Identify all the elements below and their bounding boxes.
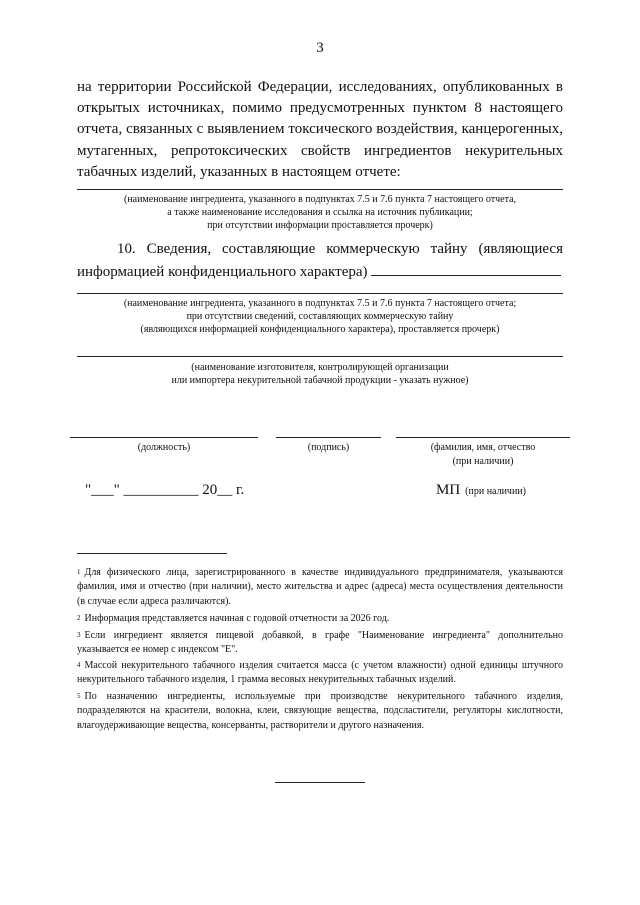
note-1-line-1: (наименование ингредиента, указанного в подпунктах 7.5 и 7.6 пункта 7 настоящего отчета, (123, 194, 517, 205)
section-10-fill-line (371, 261, 561, 276)
note-1 (77, 193, 563, 233)
footnote-2-text: Информация представляется начиная с годовой отчетности за 2026 год. (84, 613, 390, 624)
note-3 (77, 361, 563, 387)
note-2-line-2: при отсутствии сведений, составляющих коммерческую тайну (186, 311, 454, 323)
section-10 (77, 239, 563, 283)
position-line (70, 437, 258, 438)
date-line: "___" __________ 20__ г. (85, 482, 245, 498)
footnote-1-text: Для физического лица, зарегистрированного в качестве индивидуального предпринимателя, указываются фамилия, имя и отчество (при наличии), место жительства и адрес (адреса) места осуществления деятельности (в случае если адреса различаются). (77, 567, 563, 607)
footnote-2-number: 2 (77, 614, 81, 622)
note-2 (77, 297, 563, 337)
footnote-5 (77, 690, 563, 733)
position-caption: (должность) (137, 442, 191, 453)
footnote-3 (77, 629, 563, 658)
stamp-note: (при наличии) (465, 486, 526, 497)
signature-caption: (подпись) (307, 442, 350, 453)
name-caption (396, 441, 570, 469)
footnote-4-number: 4 (77, 661, 81, 669)
intro-paragraph: на территории Российской Федерации, исследованиях, опубликованных в открытых источниках, помимо предусмотренных пунктом 8 настоящего отчета, связанных с выявлением токсического воздействия, канцерогенных, мутагенных, репротоксических свойств ингредиентов некурительных табачных изделий, указанных в настоящем отчете: (77, 79, 563, 180)
note-3-line-2: или импортера некурительной табачной продукции - указать нужное) (171, 375, 469, 387)
note-2-line-1: (наименование ингредиента, указанного в подпунктах 7.5 и 7.6 пункта 7 настоящего отчета; (123, 298, 517, 309)
name-caption-line-2: (при наличии) (452, 456, 514, 467)
stamp-label: МП (436, 482, 461, 498)
footnote-1 (77, 566, 563, 609)
fill-line-3 (77, 356, 563, 357)
note-1-line-2: а также наименование исследования и ссылка на источник публикации; (167, 207, 473, 219)
note-2-line-3: (являющихся информацией конфиденциального характера), проставляется прочерк) (140, 324, 500, 336)
footnote-5-number: 5 (77, 692, 81, 700)
footnote-2 (77, 612, 563, 626)
name-caption-line-1: (фамилия, имя, отчество (430, 442, 536, 453)
footnote-separator (77, 553, 227, 554)
page-number: 3 (316, 40, 324, 56)
footnote-4 (77, 659, 563, 688)
name-line (396, 437, 570, 438)
fill-line-2 (77, 293, 563, 294)
signature-line (276, 437, 381, 438)
note-3-line-1: (наименование изготовителя, контролирующей организации (191, 362, 449, 373)
footnote-3-number: 3 (77, 631, 81, 639)
end-line (275, 782, 365, 783)
footnote-5-text: По назначению ингредиенты, используемые при производстве некурительного табачного изделия, подразделяются на красители, волокна, клеи, связующие вещества, подсластители, регуляторы кислотности, влагоудерживающие вещества, консерванты, растворители и другого назначения. (77, 691, 563, 731)
footnote-4-text: Массой некурительного табачного изделия считается масса (с учетом влажности) одной единицы штучного некурительного табачного изделия, 1 грамма весовых некурительных табачных изделий. (77, 660, 563, 686)
section-10-text: 10. Сведения, составляющие коммерческую тайну (являющиеся информацией конфиденциального характера) (77, 241, 563, 280)
footnote-1-number: 1 (77, 568, 81, 576)
note-1-line-3: при отсутствии информации проставляется прочерк) (207, 220, 433, 232)
fill-line-1 (77, 189, 563, 190)
footnote-3-text: Если ингредиент является пищевой добавкой, в графе "Наименование ингредиента" дополнительно указывается ее номер с индексом "Е". (77, 630, 563, 656)
stamp-place (436, 482, 526, 499)
